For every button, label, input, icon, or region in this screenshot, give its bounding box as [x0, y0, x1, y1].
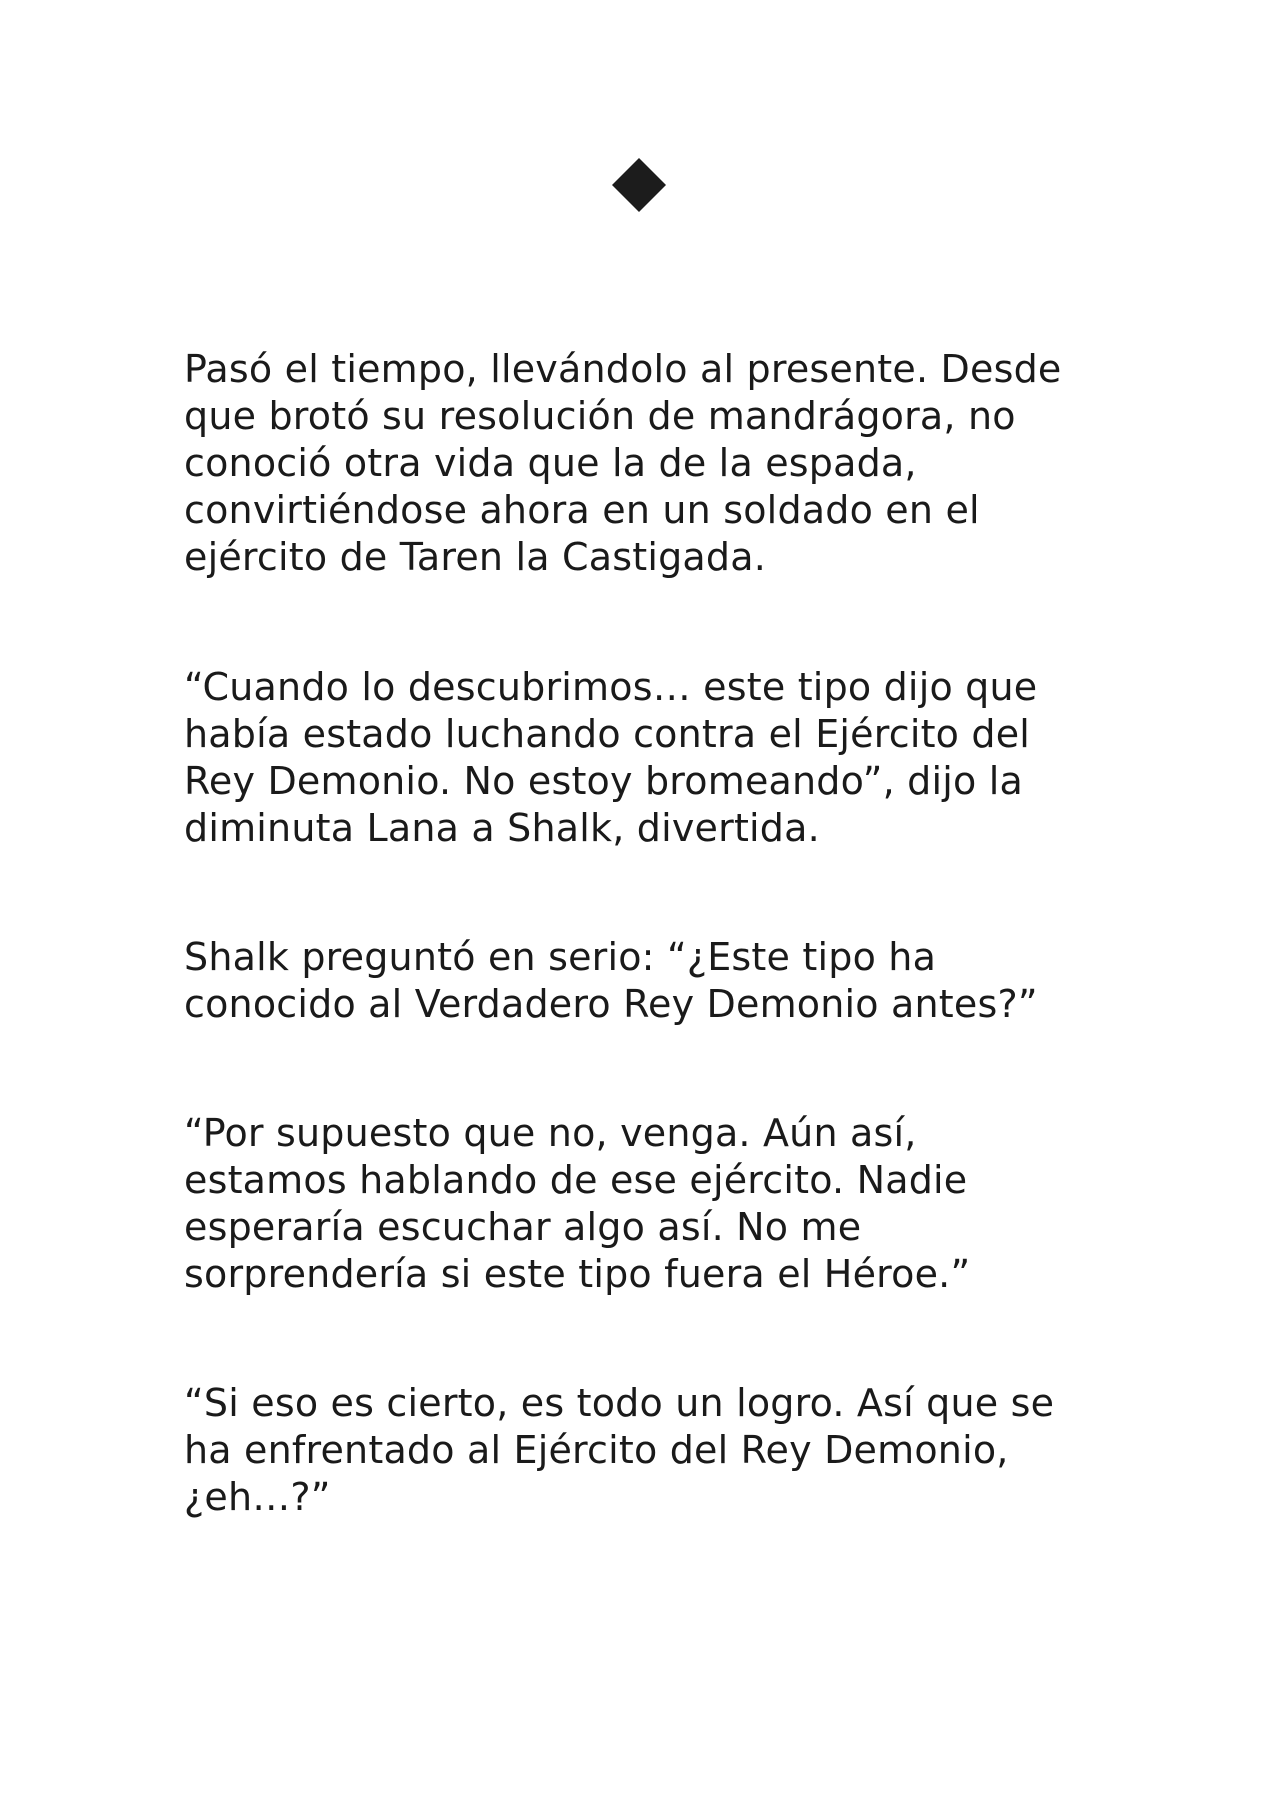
paragraph-line: había estado luchando contra el Ejército del	[184, 712, 1031, 756]
paragraph-line: diminuta Lana a Shalk, divertida.	[184, 806, 820, 850]
paragraph-4	[184, 1110, 1104, 1298]
paragraph-line: “Si eso es cierto, es todo un logro. Así que se	[184, 1381, 1055, 1425]
paragraph-line: convirtiéndose ahora en un soldado en el	[184, 488, 980, 532]
paragraph-line: sorprendería si este tipo fuera el Héroe.”	[184, 1252, 971, 1296]
paragraph-line: estamos hablando de ese ejército. Nadie	[184, 1158, 968, 1202]
paragraph-2	[184, 664, 1104, 852]
paragraph-line: Pasó el tiempo, llevándolo al presente. Desde	[184, 347, 1062, 391]
paragraph-line: esperaría escuchar algo así. No me	[184, 1205, 862, 1249]
paragraph-line: Shalk preguntó en serio: “¿Este tipo ha	[184, 935, 937, 979]
paragraph-line: que brotó su resolución de mandrágora, no	[184, 394, 1016, 438]
diamond-shape	[612, 158, 666, 212]
paragraph-line: ¿eh…?”	[184, 1475, 331, 1519]
paragraph-1	[184, 346, 1104, 581]
paragraph-line: Rey Demonio. No estoy bromeando”, dijo la	[184, 759, 1023, 803]
paragraph-line: ha enfrentado al Ejército del Rey Demonio,	[184, 1428, 1009, 1472]
section-separator	[610, 156, 668, 214]
diamond-icon	[610, 156, 668, 214]
paragraph-3	[184, 934, 1104, 1028]
paragraph-line: conoció otra vida que la de la espada,	[184, 441, 917, 485]
paragraph-line: “Por supuesto que no, venga. Aún así,	[184, 1111, 917, 1155]
paragraph-5	[184, 1380, 1104, 1521]
paragraph-line: “Cuando lo descubrimos… este tipo dijo que	[184, 665, 1038, 709]
paragraph-line: ejército de Taren la Castigada.	[184, 535, 766, 579]
paragraph-line: conocido al Verdadero Rey Demonio antes?”	[184, 982, 1038, 1026]
